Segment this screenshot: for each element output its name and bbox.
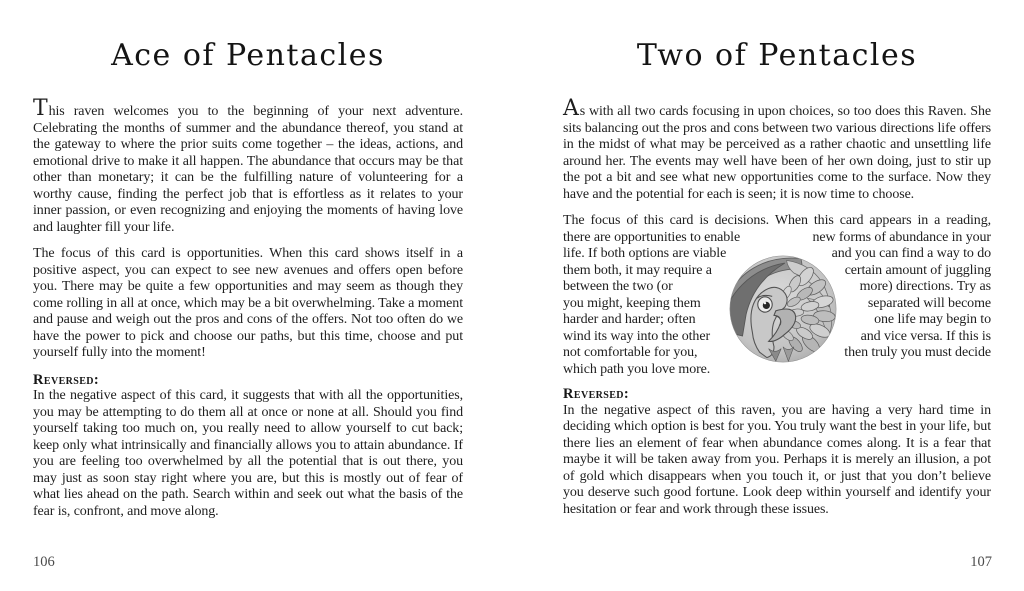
wrap-line-left: life. If both options are viable bbox=[563, 246, 727, 261]
wrap-line-right: one life may begin to bbox=[874, 312, 991, 327]
wrap-line bbox=[563, 230, 991, 247]
wrap-line bbox=[563, 312, 991, 329]
wrap-line-left: you might, keeping them bbox=[563, 295, 701, 311]
wrap-line-right: then truly you must decide bbox=[844, 345, 991, 360]
wrap-paragraph bbox=[563, 213, 991, 378]
page-left bbox=[33, 38, 463, 520]
wrap-line-left: The focus of this card is decisions. When this card appears in a reading, bbox=[563, 213, 991, 228]
wrap-line-right: more) directions. Try as bbox=[859, 279, 991, 294]
page-title-left: Ace of Pentacles bbox=[111, 38, 385, 73]
reversed-section-left bbox=[33, 372, 463, 521]
wrap-line-left: there are opportunities to enable bbox=[563, 229, 741, 245]
reversed-label-right: Reversed: bbox=[563, 386, 630, 402]
paragraph-intro-left: This raven welcomes you to the beginning of your next adventure. Celebrating the months of summer and the abundance thereof, you stand at the gateway to where the prior suits come together – the ideas, actions, and emotional drive to make it all happen. The abundance that occurs may be that other than monetary; it can be the fulfilling nature of volunteering for a worthy cause, finding the perfect job that is effortless as it relates to your inner passion, or even recognizing and enjoying the moments of having love and laughter fill your life. bbox=[33, 96, 463, 235]
reversed-text-right: In the negative aspect of this raven, you are having a very hard time in deciding which option is best for you. You truly want the best in your life, but there lies an element of fear when abundance comes along. It is a fear that maybe it will be taken away from you. Perhaps it is merely an illusion, a pot of gold which disappears when you touch it, or just that you don’t believe you deserve such good fortune. Look deep within yourself and identify your hesitation or fear and work through these issues. bbox=[563, 402, 991, 517]
wrap-line-right: new forms of abundance in your bbox=[812, 229, 991, 245]
page-right bbox=[563, 38, 991, 518]
wrap-line bbox=[563, 345, 991, 362]
wrap-line bbox=[563, 296, 991, 313]
wrap-lines bbox=[563, 213, 991, 378]
page-number-left: 106 bbox=[33, 554, 55, 570]
wrap-line-right: and you can find a way to do bbox=[831, 246, 991, 261]
wrap-line bbox=[563, 362, 991, 379]
wrap-line-left: wind its way into the other bbox=[563, 328, 711, 344]
wrap-line bbox=[563, 329, 991, 346]
reversed-text-left: In the negative aspect of this card, it suggests that with all the opportunities, you may be attempting to do them all at once or none at all. Should you find yourself taking too much on, you really need to allow yourself to cut back; keep only what intrinsically and financially allows you to attain abundance. If you are feeling too overwhelmed by all the potential that is out there, you may just as soon stay right where you are, but this is mostly out of fear of what lies ahead on the path. Search within and seek out what the basis of the fear is, confront, and move along. bbox=[33, 388, 463, 519]
reversed-section-right bbox=[563, 386, 991, 518]
wrap-line bbox=[563, 279, 991, 296]
paragraph-intro-right: As with all two cards focusing in upon choices, so too does this Raven. She sits balancing out the pros and cons between two various directions life offers in the midst of what may be perceived as a rather chaotic and unsettling life around her. The events may well have been of her own doing, just to stir up the pot a bit and see what new opportunities come to the surface. Now they have and the potential for each is seen; it is now time to choose. bbox=[563, 96, 991, 202]
wrap-line-left: between the two (or bbox=[563, 279, 673, 294]
wrap-line bbox=[563, 213, 991, 230]
reversed-label-left: Reversed: bbox=[33, 371, 100, 388]
paragraph-focus-left: The focus of this card is opportunities. When this card shows itself in a positive aspect, you can expect to see new avenues and offers open before you. There may be quite a few opportunities and may seem as though they come rolling in all at once, which may be a bit overwhelming. Take a moment and pause and weigh out the pros and cons of the offers. Not too often do we have the power to pick and choose our paths, but this time, choose and put yourself fully into the moment! bbox=[33, 246, 463, 360]
page-number-right: 107 bbox=[970, 554, 992, 570]
wrap-line bbox=[563, 263, 991, 280]
wrap-line-left: which path you love more. bbox=[563, 361, 711, 377]
wrap-line-left: not comfortable for you, bbox=[563, 345, 698, 360]
wrap-line bbox=[563, 246, 991, 263]
wrap-line-left: them both, it may require a bbox=[563, 262, 712, 278]
wrap-line-right: separated will become bbox=[867, 295, 991, 311]
wrap-line-right: and vice versa. If this is bbox=[860, 328, 991, 344]
wrap-line-left: harder and harder; often bbox=[563, 312, 696, 327]
wrap-line-right: certain amount of juggling bbox=[844, 262, 991, 278]
page-title-right: Two of Pentacles bbox=[636, 38, 918, 73]
